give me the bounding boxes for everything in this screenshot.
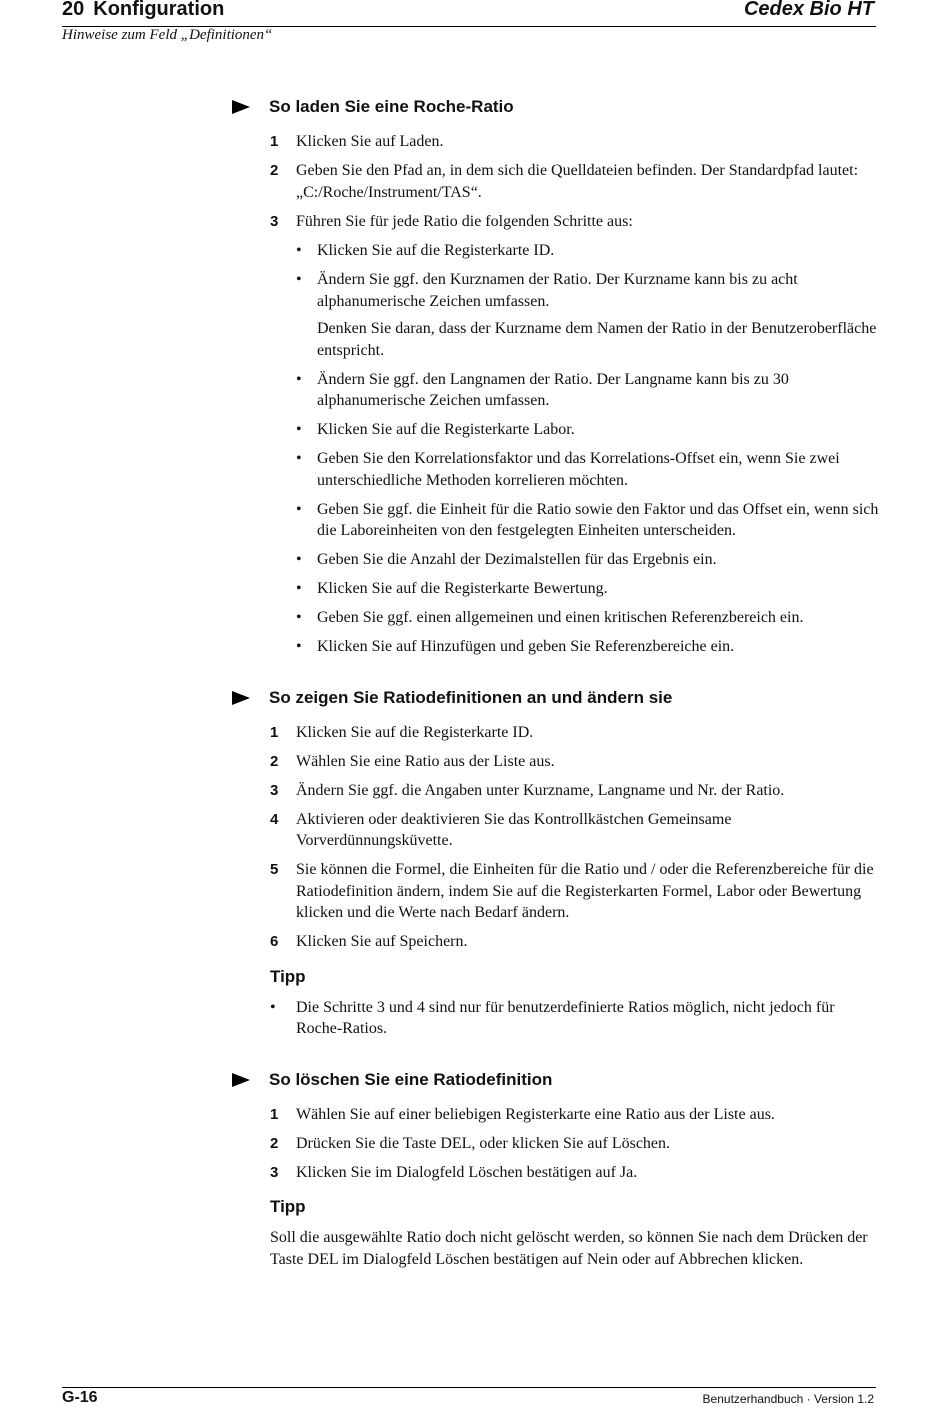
bullet-item — [296, 369, 882, 412]
bullet-item — [296, 636, 882, 658]
step-list — [232, 722, 882, 953]
list-item — [270, 131, 882, 153]
list-item — [270, 809, 882, 852]
tip-list — [270, 997, 882, 1040]
bullet-icon: • — [296, 609, 302, 626]
tip-box — [270, 967, 882, 1040]
manual-version: Benutzerhandbuch · Version 1.2 — [702, 1392, 874, 1406]
bullet-item — [296, 499, 882, 542]
bullet-text: Ändern Sie ggf. den Langnamen der Ratio. Der Langname kann bis zu 30 alphanumerische Zeichen umfassen. — [317, 370, 789, 409]
list-item — [270, 1162, 882, 1184]
tip-text: Die Schritte 3 und 4 sind nur für benutzerdefinierte Ratios möglich, nicht jedoch für Roche-Ratios. — [296, 998, 835, 1037]
tip-text: Soll die ausgewählte Ratio doch nicht gelöscht werden, so können Sie nach dem Drücken der Taste DEL im Dialogfeld Löschen bestätigen auf Nein oder auf Abbrechen klicken. — [270, 1229, 868, 1268]
section-heading — [232, 686, 882, 710]
list-item — [270, 859, 882, 924]
bullet-icon: • — [296, 450, 302, 467]
tip-item — [270, 997, 882, 1040]
bullet-item — [296, 607, 882, 629]
section-delete-ratio — [232, 1068, 882, 1271]
step-text: Ändern Sie ggf. die Angaben unter Kurzname, Langname und Nr. der Ratio. — [296, 781, 785, 799]
bullet-text: Geben Sie die Anzahl der Dezimalstellen für das Ergebnis ein. — [317, 551, 717, 568]
step-number: 1 — [270, 1105, 279, 1123]
bullet-text: Klicken Sie auf Hinzufügen und geben Sie Referenzbereiche ein. — [317, 638, 735, 655]
bullet-text: Klicken Sie auf die Registerkarte Labor. — [317, 421, 575, 438]
step-number: 2 — [270, 752, 279, 770]
tip-heading: Tipp — [270, 966, 306, 986]
step-number: 3 — [270, 1163, 279, 1181]
bullet-icon: • — [296, 271, 302, 288]
triangle-right-arrow-icon — [232, 1073, 250, 1087]
list-item — [270, 751, 882, 773]
step-number: 3 — [270, 781, 279, 799]
page-header — [62, 0, 876, 27]
triangle-right-arrow-icon — [232, 691, 250, 705]
step-text: Wählen Sie eine Ratio aus der Liste aus. — [296, 752, 555, 770]
page-number: G-16 — [62, 1389, 98, 1406]
section-title: So löschen Sie eine Ratiodefinition — [269, 1069, 553, 1089]
list-item — [270, 1104, 882, 1126]
step-text: Geben Sie den Pfad an, in dem sich die Quelldateien befinden. Der Standardpfad lautet: „C:/Roche/Instrument/TAS“. — [296, 162, 859, 201]
section-view-edit-ratio — [232, 686, 882, 1040]
step-text: Wählen Sie auf einer beliebigen Registerkarte eine Ratio aus der Liste aus. — [296, 1105, 775, 1123]
tip-heading: Tipp — [270, 1197, 306, 1216]
step-list — [232, 1104, 882, 1184]
step-number: 1 — [270, 723, 279, 741]
bullet-text: Geben Sie ggf. einen allgemeinen und einen kritischen Referenzbereich ein. — [317, 609, 804, 626]
chapter-title: Konfiguration — [93, 0, 225, 20]
bullet-item — [296, 578, 882, 600]
triangle-right-arrow-icon — [232, 100, 250, 114]
product-name: Cedex Bio HT — [743, 0, 874, 20]
chapter-heading — [62, 0, 224, 21]
step-text: Aktivieren oder deaktivieren Sie das Kontrollkästchen Gemeinsame Vorverdünnungsküvette. — [296, 810, 732, 849]
step-number: 2 — [270, 162, 279, 179]
list-item — [270, 931, 882, 953]
page-footer — [62, 1387, 876, 1410]
page-content — [232, 95, 882, 1298]
step-number: 2 — [270, 1134, 279, 1152]
chapter-number: 20 — [62, 0, 85, 20]
section-subtitle: Hinweise zum Feld „Definitionen“ — [62, 27, 273, 43]
section-heading — [232, 1068, 882, 1092]
step-number: 1 — [270, 133, 279, 150]
bullet-icon: • — [296, 370, 302, 388]
bullet-item — [296, 240, 882, 262]
section-load-roche-ratio — [232, 95, 882, 658]
bullet-icon: • — [296, 580, 302, 597]
bullet-item — [296, 269, 882, 361]
step-text: Drücken Sie die Taste DEL, oder klicken Sie auf Löschen. — [296, 1134, 671, 1152]
step-number: 6 — [270, 933, 279, 950]
bullet-text: Geben Sie den Korrelationsfaktor und das Korrelations-Offset ein, wenn Sie zwei unterschiedliche Methoden korrelieren möchten. — [317, 450, 840, 489]
step-number: 3 — [270, 212, 279, 230]
list-item — [270, 780, 882, 802]
bullet-icon: • — [296, 500, 302, 518]
section-title: So laden Sie eine Roche-Ratio — [269, 97, 514, 116]
bullet-text: Klicken Sie auf die Registerkarte ID. — [317, 242, 555, 259]
step-number: 5 — [270, 861, 279, 878]
list-item — [270, 211, 882, 658]
step-text: Klicken Sie auf Laden. — [296, 133, 444, 150]
bullet-item — [296, 549, 882, 571]
bullet-note: Denken Sie daran, dass der Kurzname dem Namen der Ratio in der Benutzeroberfläche entspricht. — [317, 320, 877, 359]
bullet-icon: • — [270, 998, 276, 1016]
bullet-item — [296, 448, 882, 491]
step-text: Führen Sie für jede Ratio die folgenden Schritte aus: — [296, 212, 633, 230]
bullet-text: Geben Sie ggf. die Einheit für die Ratio sowie den Faktor und das Offset ein, wenn sich die Laboreinheiten von den festgelegten Einheiten unterscheiden. — [317, 500, 879, 539]
bullet-icon: • — [296, 421, 302, 438]
list-item — [270, 722, 882, 744]
step-text: Klicken Sie auf die Registerkarte ID. — [296, 723, 534, 741]
step-number: 4 — [270, 810, 279, 828]
step-text: Sie können die Formel, die Einheiten für die Ratio und / oder die Referenzbereiche für die Ratiodefinition ändern, indem Sie auf die Registerkarten Formel, Labor oder Bewertung klicken und die Werte nach Bedarf ändern. — [296, 861, 874, 921]
tip-box — [270, 1197, 882, 1270]
bullet-icon: • — [296, 638, 302, 655]
list-item — [270, 160, 882, 203]
bullet-text: Ändern Sie ggf. den Kurznamen der Ratio. Der Kurzname kann bis zu acht alphanumerische Zeichen umfassen. — [317, 271, 798, 310]
step-text: Klicken Sie auf Speichern. — [296, 933, 468, 950]
bullet-item — [296, 419, 882, 441]
step-text: Klicken Sie im Dialogfeld Löschen bestätigen auf Ja. — [296, 1163, 638, 1181]
bullet-text: Klicken Sie auf die Registerkarte Bewertung. — [317, 580, 608, 597]
bullet-icon: • — [296, 551, 302, 568]
section-heading — [232, 95, 882, 119]
bullet-icon: • — [296, 242, 302, 259]
step-list — [232, 131, 882, 658]
section-title: So zeigen Sie Ratiodefinitionen an und ändern sie — [269, 687, 673, 707]
bullet-list — [296, 240, 882, 658]
list-item — [270, 1133, 882, 1155]
